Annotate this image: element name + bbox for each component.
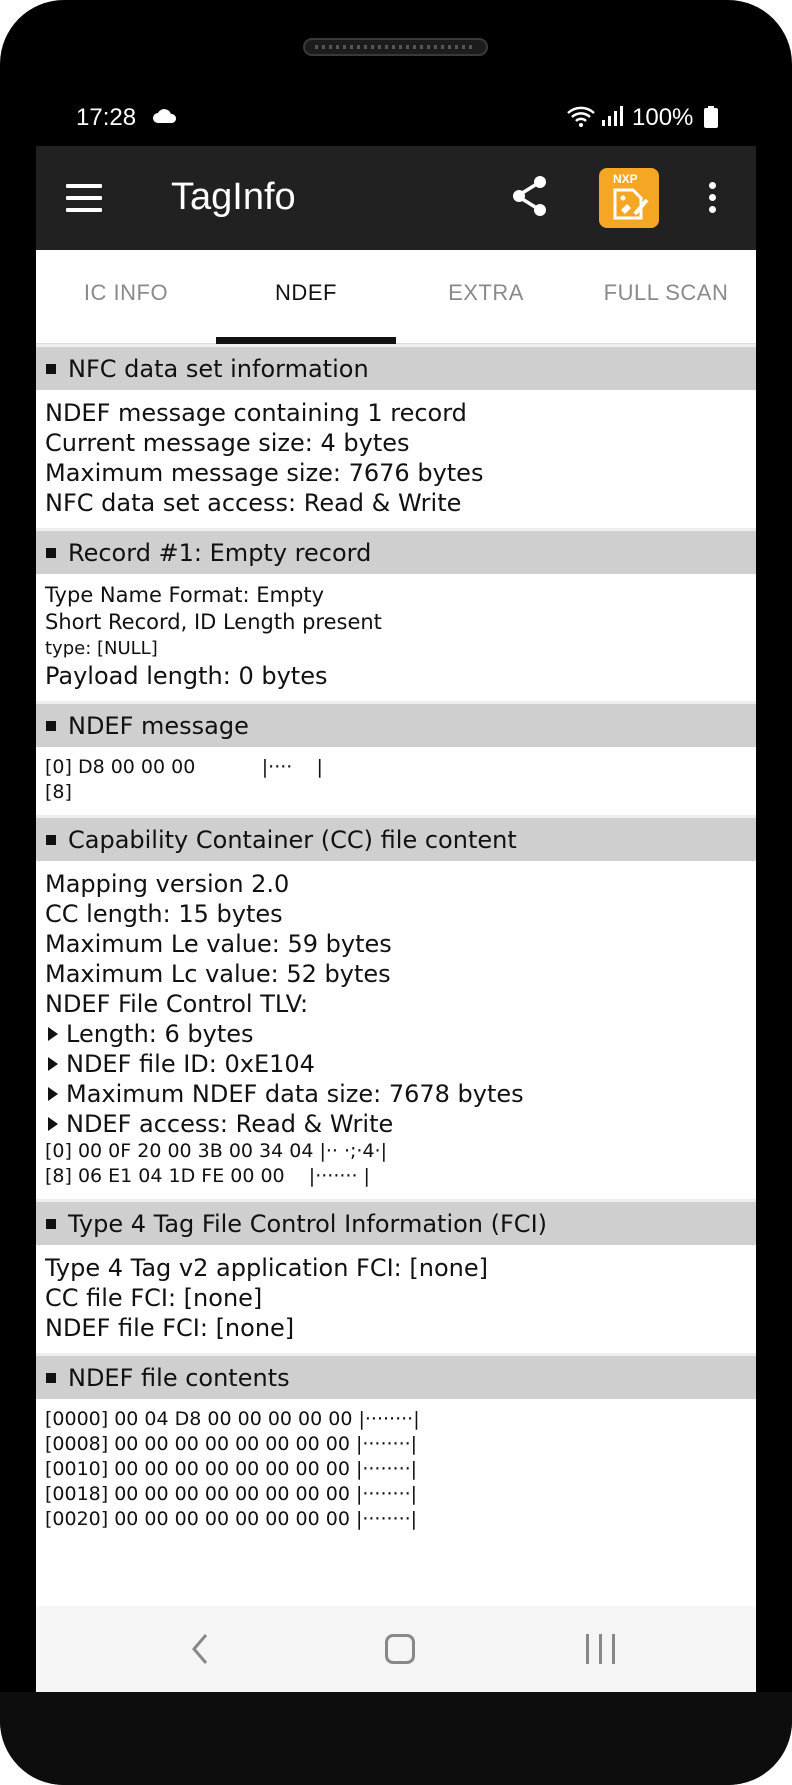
hex-line: [8] 06 E1 04 1D FE 00 00 |······· | <box>45 1165 370 1187</box>
ndef-content[interactable] <box>36 344 756 1606</box>
info-line: CC length: 15 bytes <box>45 900 283 928</box>
info-line: NDEF message containing 1 record <box>45 399 467 427</box>
section-header-fci <box>36 1199 756 1245</box>
tab-ndef[interactable]: NDEF <box>216 250 396 344</box>
wifi-icon <box>566 104 596 128</box>
bullet-icon <box>46 721 56 731</box>
tlv-item <box>45 1049 747 1079</box>
info-line: Maximum Le value: 59 bytes <box>45 930 392 958</box>
tab-ic-info[interactable]: IC INFO <box>83 280 169 305</box>
tlv-item <box>45 1109 747 1139</box>
section-body-ndef-file <box>36 1399 756 1542</box>
bullet-icon <box>46 364 56 374</box>
battery-percentage: 100% <box>632 104 694 131</box>
triangle-right-icon <box>48 1027 58 1041</box>
bullet-icon <box>46 1373 56 1383</box>
bottom-bezel <box>0 1692 792 1785</box>
hex-line: [0010] 00 00 00 00 00 00 00 00 |········| <box>45 1458 418 1480</box>
nxp-taginfo-icon[interactable] <box>599 168 659 228</box>
section-body-fci <box>36 1245 756 1353</box>
section-header-ndef-file <box>36 1353 756 1399</box>
tab-extra[interactable]: EXTRA <box>448 280 524 305</box>
nxp-tag-graphic <box>599 168 659 228</box>
nxp-badge-text: NXP <box>613 172 638 186</box>
back-icon[interactable] <box>186 1632 216 1666</box>
hex-line: [0] D8 00 00 00 |···· | <box>45 756 323 778</box>
triangle-right-icon <box>48 1087 58 1101</box>
app-bar <box>36 146 756 250</box>
hex-line: [0000] 00 04 D8 00 00 00 00 00 |········| <box>45 1408 420 1430</box>
triangle-right-icon <box>48 1117 58 1131</box>
hamburger-menu-icon[interactable] <box>66 184 102 212</box>
bullet-icon <box>46 548 56 558</box>
section-title: Capability Container (CC) file content <box>68 825 517 854</box>
system-nav-bar <box>36 1606 756 1692</box>
more-vert-icon[interactable] <box>706 182 718 216</box>
section-header-nfc-data-set <box>36 344 756 390</box>
hex-line: [0008] 00 00 00 00 00 00 00 00 |········| <box>45 1433 418 1455</box>
section-title: NDEF file contents <box>68 1363 290 1392</box>
section-body-nfc-data-set <box>36 390 756 528</box>
battery-icon <box>704 106 718 128</box>
app-title: TagInfo <box>171 176 296 218</box>
cloud-icon <box>152 108 178 124</box>
section-title: Record #1: Empty record <box>68 538 372 567</box>
bullet-icon <box>46 1219 56 1229</box>
hex-line: [0] 00 0F 20 00 3B 00 34 04 |·· ·;·4·| <box>45 1140 387 1162</box>
section-title: NFC data set information <box>68 354 369 383</box>
info-line: Maximum Lc value: 52 bytes <box>45 960 391 988</box>
app-screen <box>36 146 756 1692</box>
section-title: NDEF message <box>68 711 249 740</box>
speaker-grille <box>303 38 488 56</box>
info-line: Maximum message size: 7676 bytes <box>45 459 484 487</box>
hex-line: [0018] 00 00 00 00 00 00 00 00 |········| <box>45 1483 418 1505</box>
info-line: Type 4 Tag v2 application FCI: [none] <box>45 1254 488 1282</box>
status-bar <box>36 96 756 144</box>
share-icon[interactable] <box>510 174 550 218</box>
tlv-item-text: Length: 6 bytes <box>66 1020 254 1048</box>
section-title: Type 4 Tag File Control Information (FCI) <box>68 1209 548 1238</box>
tlv-item-text: NDEF access: Read & Write <box>66 1110 394 1138</box>
info-line: NFC data set access: Read & Write <box>45 489 462 517</box>
record-payload-length: Payload length: 0 bytes <box>45 662 328 690</box>
signal-icon <box>602 106 624 126</box>
info-line: CC file FCI: [none] <box>45 1284 263 1312</box>
tab-bar <box>36 250 756 344</box>
section-header-ndef-message <box>36 701 756 747</box>
tlv-item-text: Maximum NDEF data size: 7678 bytes <box>66 1080 524 1108</box>
section-body-record-1 <box>36 574 756 701</box>
info-line: NDEF file FCI: [none] <box>45 1314 295 1342</box>
section-body-ndef-message <box>36 747 756 815</box>
section-header-record-1 <box>36 528 756 574</box>
section-header-cc-file <box>36 815 756 861</box>
status-time: 17:28 <box>76 104 137 131</box>
home-icon[interactable] <box>385 1634 415 1664</box>
section-body-cc-file <box>36 861 756 1199</box>
tlv-item <box>45 1079 747 1109</box>
tab-full-scan[interactable]: FULL SCAN <box>603 280 729 305</box>
record-type: type: [NULL] <box>45 638 158 659</box>
record-flags: Short Record, ID Length present <box>45 610 382 634</box>
bullet-icon <box>46 835 56 845</box>
hex-line: [8] <box>45 781 72 803</box>
tlv-item <box>45 1019 747 1049</box>
recent-apps-icon[interactable] <box>584 1634 618 1664</box>
tlv-item-text: NDEF file ID: 0xE104 <box>66 1050 315 1078</box>
info-line: NDEF File Control TLV: <box>45 990 309 1018</box>
hex-line: [0020] 00 00 00 00 00 00 00 00 |········| <box>45 1508 418 1530</box>
info-line: Current message size: 4 bytes <box>45 429 410 457</box>
info-line: Mapping version 2.0 <box>45 870 290 898</box>
triangle-right-icon <box>48 1057 58 1071</box>
record-tnf: Type Name Format: Empty <box>45 583 325 607</box>
